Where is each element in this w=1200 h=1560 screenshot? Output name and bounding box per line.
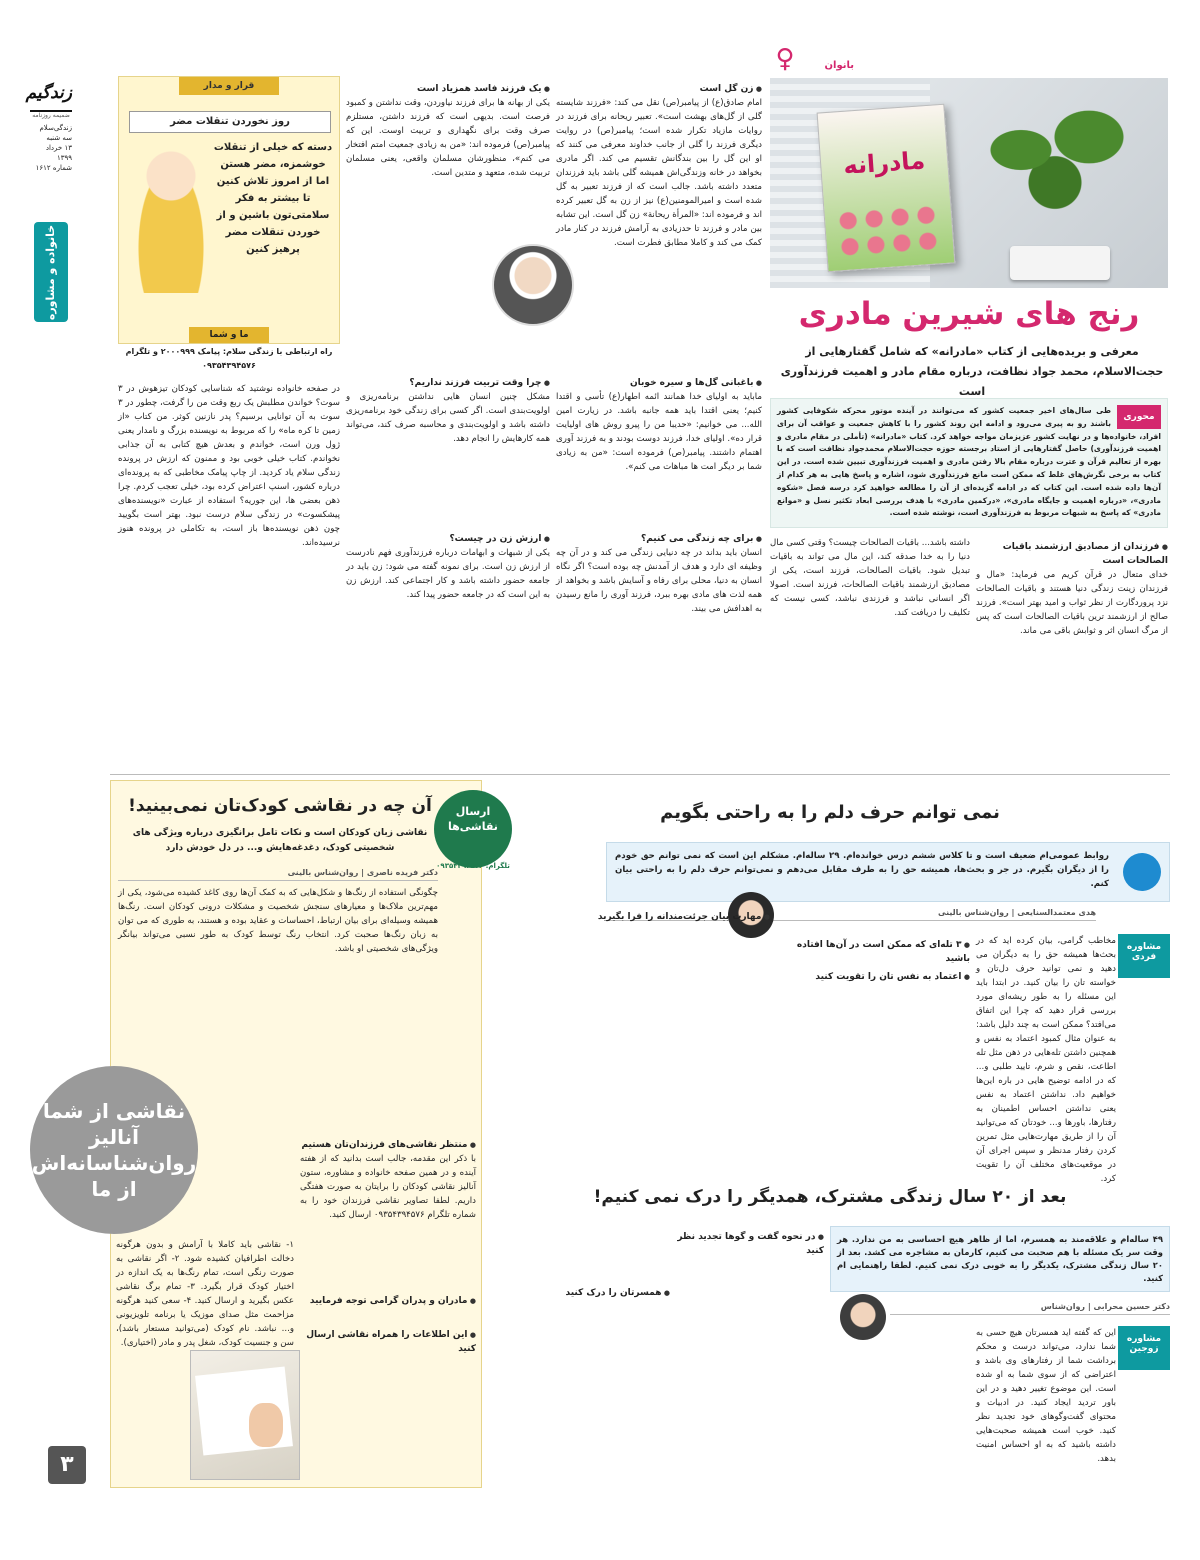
couple-h1: ● در نحوه گفت و گوها تجدید نظر کنید	[676, 1230, 824, 1258]
couple-question	[830, 1226, 1170, 1292]
feature-tag-label: بانوان	[824, 60, 854, 71]
drawing-body: چگونگی استفاده از رنگ‌ها و شکل‌هایی که به کمک آن‌ها روی کاغذ کشیده می‌شود، یکی از مهم‌ترین ملاک‌ها و معیارهای سنجش شخصیت و مشکلات درونی کودکان است. رنگ‌ها همیشه وسیله‌ای برای بیان ارتباط، احساسات و عقاید بوده و هستند، به طوری که می توان به زبان رنگ‌ها صحبت کرد. انتخاب رنگ توسط کودک به طور نسبی می‌تواند بیانگر ویژگی‌های شخصیتی او باشد.	[118, 888, 438, 954]
talk-title: نمی توانم حرف دلم را به راحتی بگویم	[660, 802, 1000, 823]
couple-badge: مشاوره زوجین	[1118, 1326, 1170, 1370]
divider	[110, 774, 1170, 775]
col2-heading: ● یک فرزند فاسد همزیاد است	[346, 82, 550, 96]
section-label: خانواده و مشاوره	[44, 224, 58, 320]
col1b-heading: ● باغبانی گل‌ها و سیره خوبان	[556, 376, 762, 390]
feature-photo	[770, 78, 1168, 288]
col-5	[976, 536, 1168, 768]
drawing-rules: ۱- نقاشی باید کاملا با آرامش و بدون هرگونه دخالت اطرافیان کشیده شود. ۲- اگر نقاشی به صورت رنگی است، تمام رنگ‌ها به یک اندازه در اختیار کودک قرار بگیرد. ۳- تمام برگ نقاشی عکس بگیرید و ارسال کنید. ۴- سعی کنید هرگونه مزاحمت مثل صدای موزیک یا برنامه تلویزیونی و... نباشد. نام کودک (می‌توانید مستعار باشد)، سن و جنسیت کودک، شغل پدر و مادر (اختیاری).	[116, 1240, 294, 1348]
drawing-col-b	[300, 1290, 476, 1480]
col-1	[556, 78, 762, 368]
talk-badge: مشاوره فردی	[1118, 934, 1170, 978]
col3-text: انسان باید بداند در چه دنیایی زندگی می کند و در آن چه وظیفه ای دارد و هدف از آمدنش چه بوده است؟ اگر نگاه انسان به دنیا، محلی برای رفاه و آسایش باشد و بخواهد از همه لذت های مادی بهره ببرد، فرزند آوری را مانع رسیدن به اهدافش می بیند.	[556, 548, 762, 614]
col4-heading: ● ارزش زن در چیست؟	[346, 532, 550, 546]
col-2b	[346, 372, 550, 522]
bonsai-pot	[1010, 246, 1110, 280]
counsel-corner: قرار و مدار	[179, 77, 279, 95]
send-badge	[434, 790, 512, 868]
couple-title: بعد از ۲۰ سال زندگی مشترک، همدیگر را درک نمی کنیم!	[593, 1187, 1067, 1207]
section-tab	[34, 222, 68, 322]
talk-h2: ● ۳ تله‌ای که ممکن است در آن‌ها افتاده باشید	[776, 938, 970, 966]
drawing-h3: ● این اطلاعات را همراه نقاشی ارسال کنید	[300, 1328, 476, 1356]
feature-intro: طی سال‌های اخیر جمعیت کشور که می‌توانند در آینده موتور محرکه شکوفایی کشور باشند رو به پیری می‌رود و ادامه این روند کشور را با کاهش جمعیت و عواقب آن برای افراد، خانواده‌ها و در نهایت کشور عزیزمان مواجه خواهد کرد. کتاب «مادرانه» (تأملی در مقام مادری و اهمیت فرزندآوری) حاصل گفتارهایی از استاد برجسته حوزه حجت‌الاسلام محمدجواد نظافت است که با بهره از تعالیم قرآن و عترت درباره مقام بالا رفتن مادری و اهمیت فرزندآوری تبیین شده است. در این کتاب به برخی نگرش‌های غلط که ممکن است مانع فرزندآوری شود، اشاره و پاسخ هایی به هر کدام از آن‌ها داده شده است. این کتاب که در ادامه گزیده‌ای از آن را مطالعه خواهید کرد درسه فصل «شکوه مادری»، «درباره اهمیت و جایگاه مادری»، «درکمین مادری» با هدف بررسی ابعاد تکثیر نسل و «موانع مادری» که پاسخ به شبهات مربوط به فرزندآوری است، نوشته شده است.	[777, 406, 1161, 518]
couple-question-text: ۴۹ ساله‌ام و علاقه‌مند به همسرم، اما از ظاهر هیچ احساسی به من ندارد. هر وقت سر یک مسئله با هم صحبت می کنیم، کارمان به مشاجره می کشد. بعد از ۲۰ سال زندگی مشترک، یکدیگر را به خوبی درک نمی کنیم. لطفا راهنمایی ام کنید.	[837, 1234, 1163, 1283]
analysis-circle	[30, 1066, 198, 1234]
send-number: تلگرام: ۰۹۳۵۴۳۹۴۵۷۶	[436, 862, 510, 870]
counsel-text: در صفحه خانواده نوشتید که شناسایی کودکان تیزهوش در ۳ سوت؟ خواندن مطلبش یک ربع وقت من را گرفت، چطور در ۳ سوت به آن توانایی برسیم؟ پدر نازنین کوثر. من کتاب «از زمین تا کره ماه» را که مربوط به نویسنده بزرگ و نامدار یعنی ژول ورن است، خواندم و بعدش هیچ کتابی به آن جذابی نخواندم. کتاب خیلی خوبی بود و ممنون که ارزش در پرونده زندگی سلام یاد کردید. از چاپ پیامک مخاطبی که به پرونده‌ای درباره کشور، اسنپ اعتراض کرده بود، خیلی تعجب کردم. چرا ذهن بعضی ها، این جوریه؟ استفاده از عبارت «نویسنده‌های پیشکسوت» در زندگی سلام درست نبود. بهتر است بگویید چون ذهن نویسنده‌ها باز است، به تکاملی در پرونده هنوز نرسیده‌اند.	[118, 384, 340, 548]
book-flowers	[834, 201, 945, 258]
col-3	[556, 528, 762, 768]
talk-question-text: روابط عمومی‌ام ضعیف است و تا کلاس ششم درس خوانده‌ام. ۲۹ ساله‌ام. مشکلم این است که نمی توانم حق خودم را از دیگران بگیرم. در جر و بحث‌ها، همیشه حق را به طرف مقابل می‌دهم و نمی‌توانم حرف دلم را به راحتی بیان کنم.	[615, 851, 1109, 889]
drawing-body2: با ذکر این مقدمه، جالب است بدانید که از هفته آینده و در همین صفحه خانواده و مشاوره، ستون آنالیز نقاشی کودکان را برایتان به صورت هفتگی داریم. لطفا تصاویر نقاشی فرزندان خود را به شماره تلگرام ۰۹۳۵۴۳۹۴۵۷۶ ارسال کنید.	[300, 1154, 476, 1220]
drawing-deck: نقاشی زبان کودکان است و نکات تامل برانگیزی درباره ویژگی های شخصیتی کودک، دغدغه‌هایش و... در دل خودش دارد	[132, 828, 428, 853]
feature-badge: محوری	[1117, 405, 1161, 429]
col5-text: خدای متعال در قرآن کریم می فرماید: «مال و فرزندان زینت زندگی دنیا هستند و باقیات الصالحات نزد پروردگارت از نظر ثواب و امید بهتر است». فرزند صالح از ارزشمند ترین باقیات الصالحات است که پس از مرگ انسان اثر و ثوابش باقی می ماند.	[976, 570, 1168, 636]
masthead	[25, 76, 72, 236]
masthead-meta-3: شماره ۱۶۱۲	[35, 164, 72, 172]
talk-avatar-icon	[1123, 853, 1161, 891]
col2-text: یکی از بهانه ها برای فرزند نیاوردن، وقت نداشتن و کمبود فرصت است. بدیهی است که فرزند داشتن، مستلزم صرف وقت برای نگهداری و تربیت اوست. این که پیامبر(ص) فرموده اند: «من به زیادی جمعیت امتم افتخار می کنم»، منظورشان مسلمان واقعی، یعنی مسلمان تربیت شده، متعهد و متدین است.	[346, 98, 550, 178]
couple-author-photo	[840, 1294, 886, 1340]
couple-h2: ● همسرتان را درک کنید	[490, 1286, 670, 1300]
masthead-meta-0: زندگی‌سلام	[39, 124, 72, 132]
col-4	[346, 528, 550, 768]
talk-author: هدی معتمدالسنایعی | روان‌شناس بالینی	[606, 906, 1096, 921]
col5-heading: ● فرزندان از مصادیق ارزشمند باقیات الصالحات است	[976, 540, 1168, 568]
couple-col3	[490, 1226, 670, 1486]
col-2	[346, 78, 550, 368]
talk-col2	[776, 934, 970, 1178]
couple-author: دکتر حسین محرابی | روان‌شناس	[890, 1300, 1170, 1315]
kids-drawing-photo	[190, 1350, 300, 1480]
talk-h3: ● مهارت بیان جرئت‌مندانه را فرا بگیرید	[490, 910, 770, 924]
cartoon-boy	[129, 143, 213, 293]
col-6	[770, 536, 970, 768]
couple-col2	[676, 1226, 824, 1486]
counsel-withyou: ما و شما	[189, 327, 269, 343]
masthead-meta-2: ۱۳ خرداد ۱۳۹۹	[45, 144, 72, 162]
col2b-heading: ● چرا وقت تربیت فرزند نداریم؟	[346, 376, 550, 390]
talk-col3	[490, 840, 770, 1178]
col3-heading: ● برای چه زندگی می کنیم؟	[556, 532, 762, 546]
col6-text: داشته باشد... باقیات الصالحات چیست؟ وقتی کسی مال دنیا را به خدا صدقه کند، این مال می تواند به باقیات تبدیل شود. باقیات الصالحات، فرزند است، یکی از مصادیق ارزشمند باقیات الصالحات، فرزند است. اصولا اگر انسانی نباشد و فرزندی نباشد، کسی نیست که تکلیف را دریافت کند.	[770, 538, 970, 618]
col1-heading: ● زن گل است	[556, 82, 762, 96]
counsel-text-block	[118, 382, 340, 766]
bonsai-tree	[970, 98, 1140, 228]
drawing-title: آن چه در نقاشی کودک‌تان نمی‌بینید!	[128, 796, 432, 816]
drawing-h1: ● منتظر نقاشی‌های فرزندان‌تان هستیم	[300, 1138, 476, 1152]
book-title: مادرانه	[842, 146, 927, 180]
page-number: ۳	[48, 1446, 86, 1484]
author-photo	[492, 244, 574, 326]
feature-intro-box	[770, 398, 1168, 528]
masthead-subtitle: ضمیمه روزنامه	[32, 112, 70, 119]
masthead-meta-1: سه شنبه	[46, 134, 72, 142]
col4-text: یکی از شبهات و ابهامات درباره فرزندآوری فهم نادرست از ارزش زن است. برای نمونه گفته می شود: زن باید در جامعه حضور داشته باشد و کار اجتماعی کند. ارزش زن به این است که در جامعه حضور پیدا کند.	[346, 548, 550, 600]
counsel-box	[118, 76, 340, 344]
drawing-author: دکتر فریده ناصری | روان‌شناس بالینی	[118, 866, 438, 881]
masthead-logo: زندگیم	[30, 76, 72, 112]
talk-body: مخاطب گرامی، بیان کرده اید که در بحث‌ها همیشه حق را به دیگران می دهید و نمی توانید حرف دل‌تان و خواسته تان را بیان کنید. در ابتدا باید این مسئله را به طور ریشه‌ای مورد بررسی قرار دهید که چرا این اتفاق می‌افتد؟ ممکن است به چند دلیل باشد: به عنوان مثال کمبود اعتماد به نفس و همچنین داشتن تله‌هایی در ذهن مثل تله اطاعت، نقص و شرم، تایید طلبی و... که در ادامه توضیح هایی در باره این‌ها خواهیم داد. نداشتن اعتماد به نفس یعنی نداشتن احساس اطمینان به رفتارها، باورها و... خودتان که می‌توانید آن را از طریق مهارت‌هایی مثل تمرین کردن رفتار مدنظر و سپس اجرای آن در موقعیت‌های مختلف آن را تقویت کرد.	[976, 936, 1116, 1184]
col1b-text: ماباید به اولیای خدا همانند ائمه اطهار(ع) تأسی و اقتدا کنیم؛ یعنی اقتدا باید همه جانبه باشد. در زیارت امین الله... می خوانیم: «حدیبا من را پیرو روش های اولیایت قرار ده». اولیای خدا، فرزند دوست بودند و به فرزند آوری اهتمام داشتند. پیامبر(ص) فرموده است: «من به زیادی شما بر دیگر امت ها مباهات می کنم».	[556, 392, 762, 472]
feature-title: رنج های شیرین مادری	[798, 296, 1140, 332]
counsel-contact: راه ارتباطی با زندگی سلام: پیامک ۲۰۰۰۹۹۹ و تلگرام ۰۹۳۵۴۳۹۴۵۷۶	[125, 347, 333, 370]
couple-body-block	[976, 1326, 1116, 1486]
counsel-note: روز نخوردن تنقلات مضر	[129, 111, 331, 133]
analysis-circle-text: نقاشی از شما آنالیز روان‌شناسانه‌اش از ما	[31, 1099, 197, 1201]
col1-text: امام صادق(ع) از پیامبر(ص) نقل می کند: «فرزند شایسته گلی از گل‌های بهشت است». تعبیر ریحانه برای فرزند در روایات مازیاد تکرار شده است؛ پیامبر(ص) در روایت دیگری فرزند را گلی از جانب خداوند معرفی می کنند که او این گل را بین بندگانش تقسیم می کند. اگر مادری بخواهد در خانه وزندگی‌اش همیشه گلی باشد باید فرزندان متعدد داشته باشد. جالب است که از فرزند تعبیر به گل شده است و امیرالمومنین(ع) نیز از زن به گل تعبیر کرده اند و فرموده اند: «المرأة ریحانة» زن گل است. این تشابه بین مادر و فرزند تا حدزیادی به آرامش فرزند در کنار مادر کمک می کند و کاملا مطابق فطرت است.	[556, 98, 762, 248]
send-label: ارسال نقاشی‌ها	[448, 805, 498, 833]
drawing-h2: ● مادران و پدران گرامی توجه فرمایید	[300, 1294, 476, 1308]
talk-body-col1	[976, 934, 1116, 1184]
col2b-text: مشکل چنین انسان هایی نداشتن برنامه‌ریزی و اولویت‌بندی است. اگر کسی برای زندگی خود برنامه‌ریزی داشته باشد و اولویت‌بندی و محاسبه صرف کند، می‌تواند همه کارهایش را انجام دهد.	[346, 392, 550, 444]
feature-lead: معرفی و بریده‌هایی از کتاب «مادرانه» که شامل گفتارهایی از حجت‌الاسلام، محمد جواد نظافت، درباره مقام مادر و اهمیت فرزندآوری است	[780, 345, 1164, 398]
col-1b	[556, 372, 762, 522]
book-cover	[817, 104, 956, 273]
couple-body: این که گفته اید همسرتان هیچ حسی به شما ندارد، می‌تواند درست و محکم برداشت شما از رفتارهای وی باشد و اعتراضی که از سوی شما به او شده است. این موضوع تغییر دهید و در این باور تردید ایجاد کنید. در ادبیات و محتوای گفت‌وگوهای خود تجدید نظر کنید. خوب است همیشه صحبت‌هایی داشته باشید که به او احساس امنیت بدهد.	[976, 1328, 1116, 1464]
counsel-bubble: دسته که خیلی از تنقلات خوشمزه، مضر هستن اما از امروز تلاش کنین تا بیشتر به فکر سلامتی‌تون باشین و از خوردن تنقلات مضر پرهیز کنین	[213, 142, 333, 255]
talk-h1: ● اعتماد به نفس تان را تقویت کنید	[776, 970, 970, 984]
feature-tag: ♀	[775, 44, 795, 74]
hand	[249, 1403, 283, 1447]
